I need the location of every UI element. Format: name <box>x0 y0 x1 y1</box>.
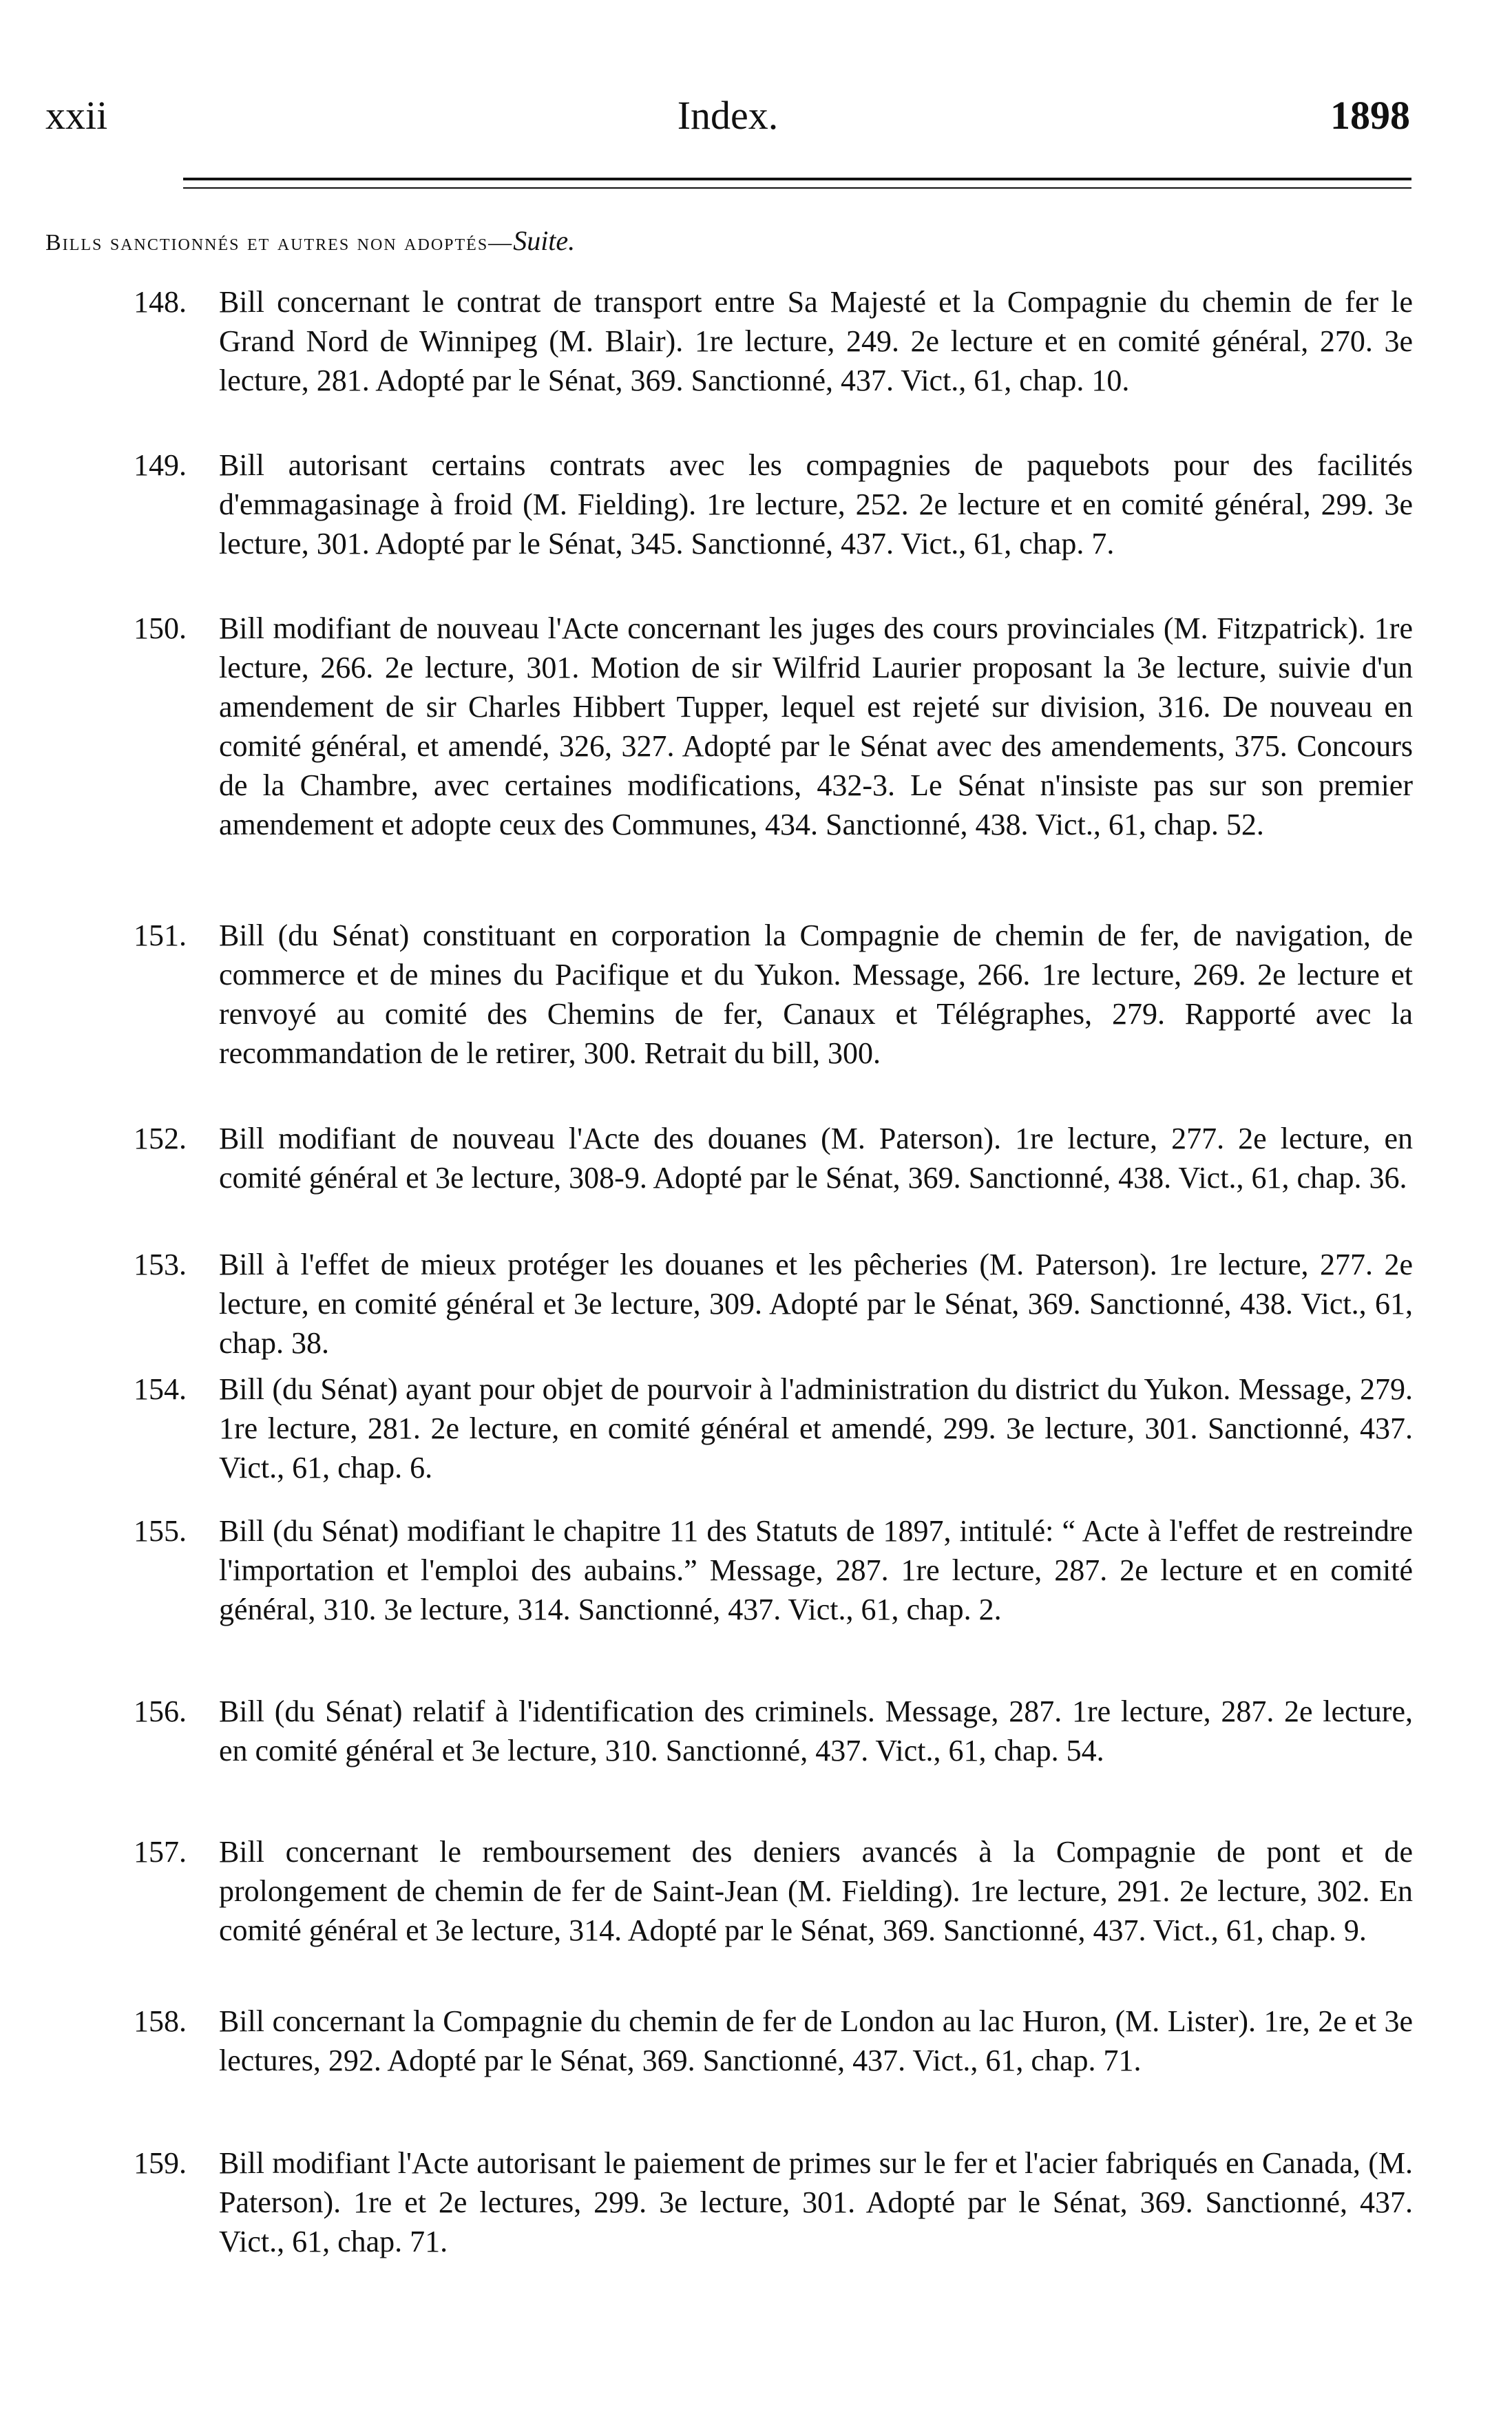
page-header <box>45 88 1410 143</box>
entry-number: 151. <box>134 919 187 952</box>
entry-number: 157. <box>134 1835 187 1869</box>
header-rule-thin <box>183 187 1411 189</box>
entry-text: Bill concernant le contrat de transport entre Sa Majesté et la Compagnie du chemin de fer le Grand Nord de Winnipeg (M. Blair). 1re lecture, 249. 2e lecture et en comité général, 270. 3e lecture, 281. Adopté par le Sénat, 369. Sanctionné, 437. Vict., 61, chap. 10. <box>219 285 1413 397</box>
entry-number: 159. <box>134 2146 187 2180</box>
section-heading-text: Bills sanctionnés et autres non adoptés— <box>45 230 514 255</box>
entry-text: Bill (du Sénat) relatif à l'identification des criminels. Message, 287. 1re lecture, 287. 2e lecture, en comité général et 3e lecture, 310. Sanctionné, 437. Vict., 61, chap. 54. <box>219 1694 1413 1767</box>
entry-number: 152. <box>134 1122 187 1155</box>
entry-number: 158. <box>134 2004 187 2038</box>
header-rule-thick <box>183 178 1411 180</box>
page-title: Index. <box>677 93 779 138</box>
entry-number: 148. <box>134 285 187 319</box>
entry-number: 154. <box>134 1372 187 1406</box>
entry-text: Bill (du Sénat) ayant pour objet de pourvoir à l'administration du district du Yukon. Message, 279. 1re lecture, 281. 2e lecture, en comité général et amendé, 299. 3e lecture, 301. Sanctionné, 437. Vict., 61, chap. 6. <box>219 1372 1413 1484</box>
page-number: xxii <box>45 93 108 138</box>
entry-text: Bill concernant le remboursement des deniers avancés à la Compagnie de pont et de prolongement de chemin de fer de Saint-Jean (M. Fielding). 1re lecture, 291. 2e lecture, 302. En comité général et 3e lecture, 314. Adopté par le Sénat, 369. Sanctionné, 437. Vict., 61, chap. 9. <box>219 1835 1413 1947</box>
entry-number: 153. <box>134 1248 187 1281</box>
section-heading-suite: Suite. <box>513 225 576 256</box>
entry-text: Bill modifiant de nouveau l'Acte concernant les juges des cours provinciales (M. Fitzpatrick). 1re lecture, 266. 2e lecture, 301. Motion de sir Wilfrid Laurier proposant la 3e lecture, suivie d'un amendement de sir Charles Hibbert Tupper, lequel est rejeté sur division, 316. De nouveau en comité général, et amendé, 326, 327. Adopté par le Sénat avec des amendements, 375. Concours de la Chambre, avec certaines modifications, 432-3. Le Sénat n'insiste pas sur son premier amendement et adopte ceux des Communes, 434. Sanctionné, 438. Vict., 61, chap. 52. <box>219 611 1413 841</box>
entry-number: 149. <box>134 448 187 482</box>
entry-text: Bill (du Sénat) modifiant le chapitre 11 des Statuts de 1897, intitulé: “ Acte à l'effet de restreindre l'importation et l'emploi des aubains.” Message, 287. 1re lecture, 287. 2e lecture et en comité général, 310. 3e lecture, 314. Sanctionné, 437. Vict., 61, chap. 2. <box>219 1514 1413 1626</box>
entry-number: 155. <box>134 1514 187 1548</box>
entry-number: 156. <box>134 1694 187 1728</box>
entry-number: 150. <box>134 611 187 645</box>
entry-text: Bill modifiant l'Acte autorisant le paiement de primes sur le fer et l'acier fabriqués en Canada, (M. Paterson). 1re et 2e lectures, 299. 3e lecture, 301. Adopté par le Sénat, 369. Sanctionné, 437. Vict., 61, chap. 71. <box>219 2146 1413 2258</box>
entry-text: Bill modifiant de nouveau l'Acte des douanes (M. Paterson). 1re lecture, 277. 2e lecture, en comité général et 3e lecture, 308-9. Adopté par le Sénat, 369. Sanctionné, 438. Vict., 61, chap. 36. <box>219 1122 1413 1195</box>
year: 1898 <box>1330 93 1410 138</box>
entry-text: Bill autorisant certains contrats avec les compagnies de paquebots pour des facilités d'emmagasinage à froid (M. Fielding). 1re lecture, 252. 2e lecture et en comité général, 299. 3e lecture, 301. Adopté par le Sénat, 345. Sanctionné, 437. Vict., 61, chap. 7. <box>219 448 1413 560</box>
entry-text: Bill concernant la Compagnie du chemin de fer de London au lac Huron, (M. Lister). 1re, 2e et 3e lectures, 292. Adopté par le Sénat, 369. Sanctionné, 437. Vict., 61, chap. 71. <box>219 2004 1413 2077</box>
entry-text: Bill (du Sénat) constituant en corporation la Compagnie de chemin de fer, de navigation, de commerce et de mines du Pacifique et du Yukon. Message, 266. 1re lecture, 269. 2e lecture et renvoyé au comité des Chemins de fer, Canaux et Télégraphes, 279. Rapporté avec la recommandation de le retirer, 300. Retrait du bill, 300. <box>219 919 1413 1070</box>
entry-text: Bill à l'effet de mieux protéger les douanes et les pêcheries (M. Paterson). 1re lecture, 277. 2e lecture, en comité général et 3e lecture, 309. Adopté par le Sénat, 369. Sanctionné, 438. Vict., 61, chap. 38. <box>219 1248 1413 1360</box>
section-heading <box>45 224 575 257</box>
